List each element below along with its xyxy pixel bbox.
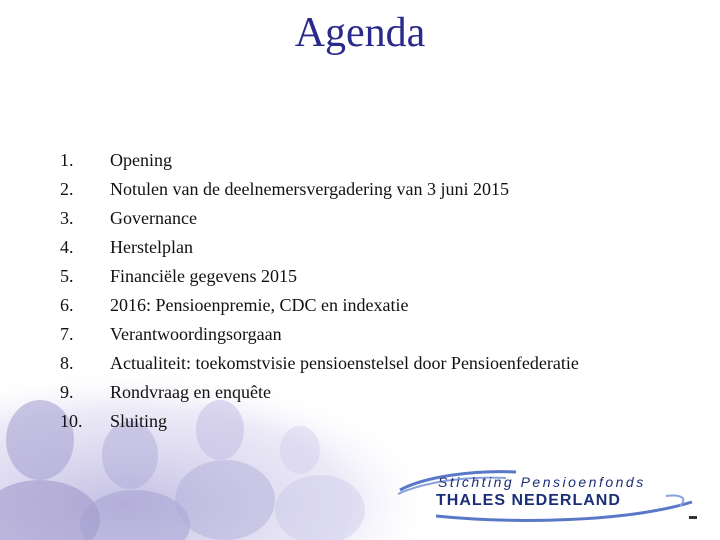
agenda-number: 5. [60,266,74,286]
agenda-item [60,295,700,324]
agenda-item [60,150,700,179]
page-marker [689,516,697,519]
agenda-number: 8. [60,353,74,373]
agenda-item [60,324,700,353]
agenda-item [60,411,700,440]
agenda-item [60,266,700,295]
agenda-item [60,382,700,411]
agenda-text: 2016: Pensioenpremie, CDC en indexatie [110,295,409,315]
agenda-text: Verantwoordingsorgaan [110,324,282,344]
agenda-text: Rondvraag en enquête [110,382,271,402]
agenda-number: 1. [60,150,74,170]
agenda-text: Sluiting [110,411,168,431]
agenda-item [60,208,700,237]
logo-line1: Stichting Pensioenfonds [438,474,646,490]
agenda-text: Financiële gegevens 2015 [110,266,297,286]
agenda-number: 3. [60,208,74,228]
logo-line2: THALES NEDERLAND [436,492,621,509]
agenda-text: Herstelplan [110,237,193,257]
agenda-number: 2. [60,179,74,199]
agenda-text: Opening [110,150,172,170]
agenda-text: Notulen van de deelnemersvergadering van 3 juni 2015 [110,179,510,199]
agenda-list [60,150,700,440]
page-title: Agenda [294,10,426,56]
agenda-number: 9. [60,382,74,402]
agenda-number: 6. [60,295,74,315]
agenda-number: 10. [60,411,83,431]
agenda-number: 4. [60,237,74,257]
agenda-number: 7. [60,324,74,344]
agenda-item [60,353,700,382]
agenda-item [60,237,700,266]
agenda-item [60,179,700,208]
agenda-text: Governance [110,208,197,228]
agenda-text: Actualiteit: toekomstvisie pensioenstelsel door Pensioenfederatie [110,353,579,373]
thales-logo [396,466,696,526]
